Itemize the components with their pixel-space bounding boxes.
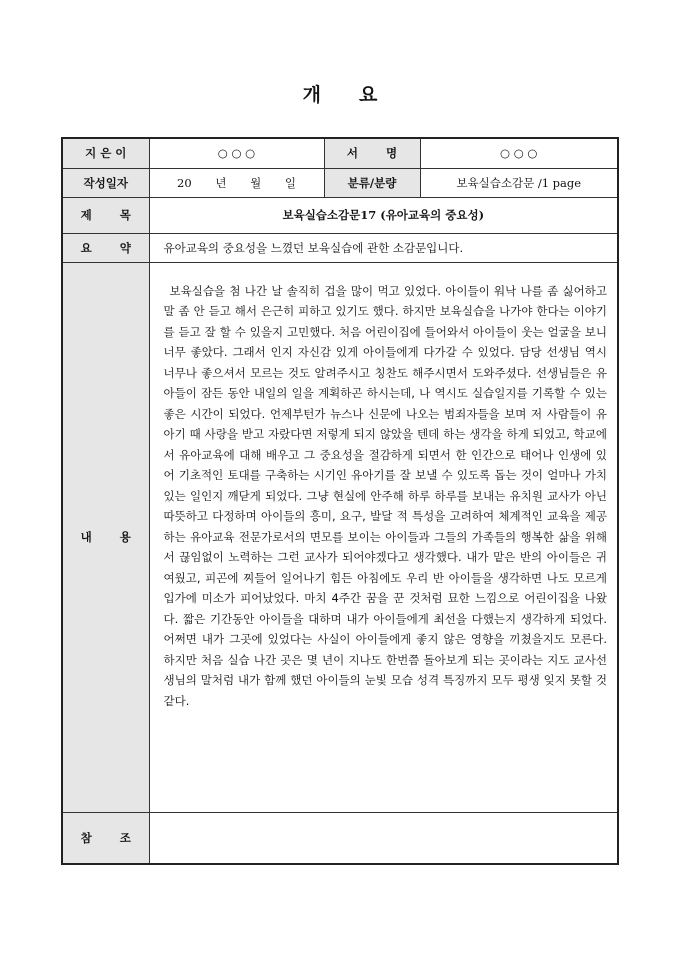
content-label xyxy=(62,262,149,812)
subject-value: 보육실습소감문17 (유아교육의 중요성) xyxy=(149,197,618,233)
report-form xyxy=(61,137,619,865)
row-reference xyxy=(62,812,618,864)
category-value: 보육실습소감문 /1 page xyxy=(420,168,618,197)
content-text: 보육실습을 첨 나간 날 솔직히 겁을 많이 먹고 있었다. 아이들이 워낙 나를 좀 싫어하고 말 좀 안 듣고 해서 은근히 피하고 있기도 했다. 하지만 보육실습을 나가야 한다는 이야기를 듣고 잘 할 수 있을지 고민했다. 처음 어린이집에 들어와서 아이들이 웃는 얼굴을 보니 너무 좋았다. 그래서 인지 자신감 있게 아이들에게 다가갈 수 있었다. 담당 선생님 역시 너무나 좋으셔서 모르는 것도 알려주시고 칭찬도 해주시면서 도와주셨다. 선생님들은 유아들이 잠든 동안 내일의 일을 계획하곤 하시는데, 나 역시도 실습일지를 기록할 수 있는 좋은 시간이 되었다. 언제부턴가 뉴스나 신문에 나오는 범죄자들을 보며 저 사람들이 유아기 때 사랑을 받고 자랐다면 저렇게 되지 않았을 텐데 하는 생각을 하게 되었고, 학교에서 유아교육에 대해 배우고 그 중요성을 절감하게 되면서 한 인간으로 태어나 인생에 있어 기초적인 토대를 구축하는 시기인 유아기를 잘 보낼 수 있도록 돕는 것이 얼마나 가치 있는 일인지 깨닫게 되었다. 그냥 현실에 안주해 하루 하루를 보내는 유치원 교사가 아닌 따뜻하고 다정하며 아이들의 흥미, 요구, 발달 적 특성을 고려하여 체계적인 교육을 제공하는 유아교육 전문가로서의 면모를 보이는 아이들과 그들의 가족들의 행복한 삶을 위해서 끊임없이 노력하는 그런 교사가 되어야겠다고 생각했다. 내가 맡은 반의 아이들은 귀여웠고, 피곤에 찌들어 일어나기 힘든 아침에도 우리 반 아이들을 생각하면 나도 모르게 입가에 미소가 피어났었다. 마치 4주간 꿈을 꾼 것처럼 묘한 느낌으로 어린이집을 나왔다. 짧은 기간동안 아이들을 대하며 내가 아이들에게 최선을 다했는지 생각하게 되었다. 어쩌면 내가 그곳에 있었다는 사실이 아이들에게 좋지 않은 영향을 끼쳤을지도 모른다. 하지만 처음 실습 나간 곳은 몇 년이 지나도 한번쯤 돌아보게 되는 곳이라는 지도 교사선생님의 말처럼 내가 함께 했던 아이들의 눈빛 모습 성격 특징까지 모두 평생 잊지 못할 것 같다. xyxy=(163,283,607,708)
page-title-first: 개 xyxy=(302,84,321,106)
reference-label xyxy=(62,812,149,864)
category-label: 분류/분량 xyxy=(324,168,420,197)
subject-label xyxy=(62,197,149,233)
subject-label-text: 제 목 xyxy=(80,208,131,222)
content-body xyxy=(149,262,618,812)
row-author xyxy=(62,138,618,168)
page-title xyxy=(0,80,680,107)
row-date xyxy=(62,168,618,197)
content-label-text: 내 용 xyxy=(80,530,131,544)
date-value xyxy=(149,168,324,197)
book-title-value: ○ ○ ○ xyxy=(420,138,618,168)
book-title-label xyxy=(324,138,420,168)
summary-label xyxy=(62,233,149,262)
row-summary xyxy=(62,233,618,262)
date-value-text: 20 년 월 일 xyxy=(177,175,296,190)
page-title-second: 요 xyxy=(359,84,378,106)
book-title-label-text: 서 명 xyxy=(346,146,398,161)
date-label: 작성일자 xyxy=(62,168,149,197)
row-subject xyxy=(62,197,618,233)
author-value: ○ ○ ○ xyxy=(149,138,324,168)
summary-label-text: 요 약 xyxy=(80,240,131,255)
row-content xyxy=(62,262,618,812)
summary-value: 유아교육의 중요성을 느꼈던 보육실습에 관한 소감문입니다. xyxy=(149,233,618,262)
reference-value xyxy=(149,812,618,864)
reference-label-text: 참 조 xyxy=(80,830,131,845)
author-label: 지 은 이 xyxy=(62,138,149,168)
